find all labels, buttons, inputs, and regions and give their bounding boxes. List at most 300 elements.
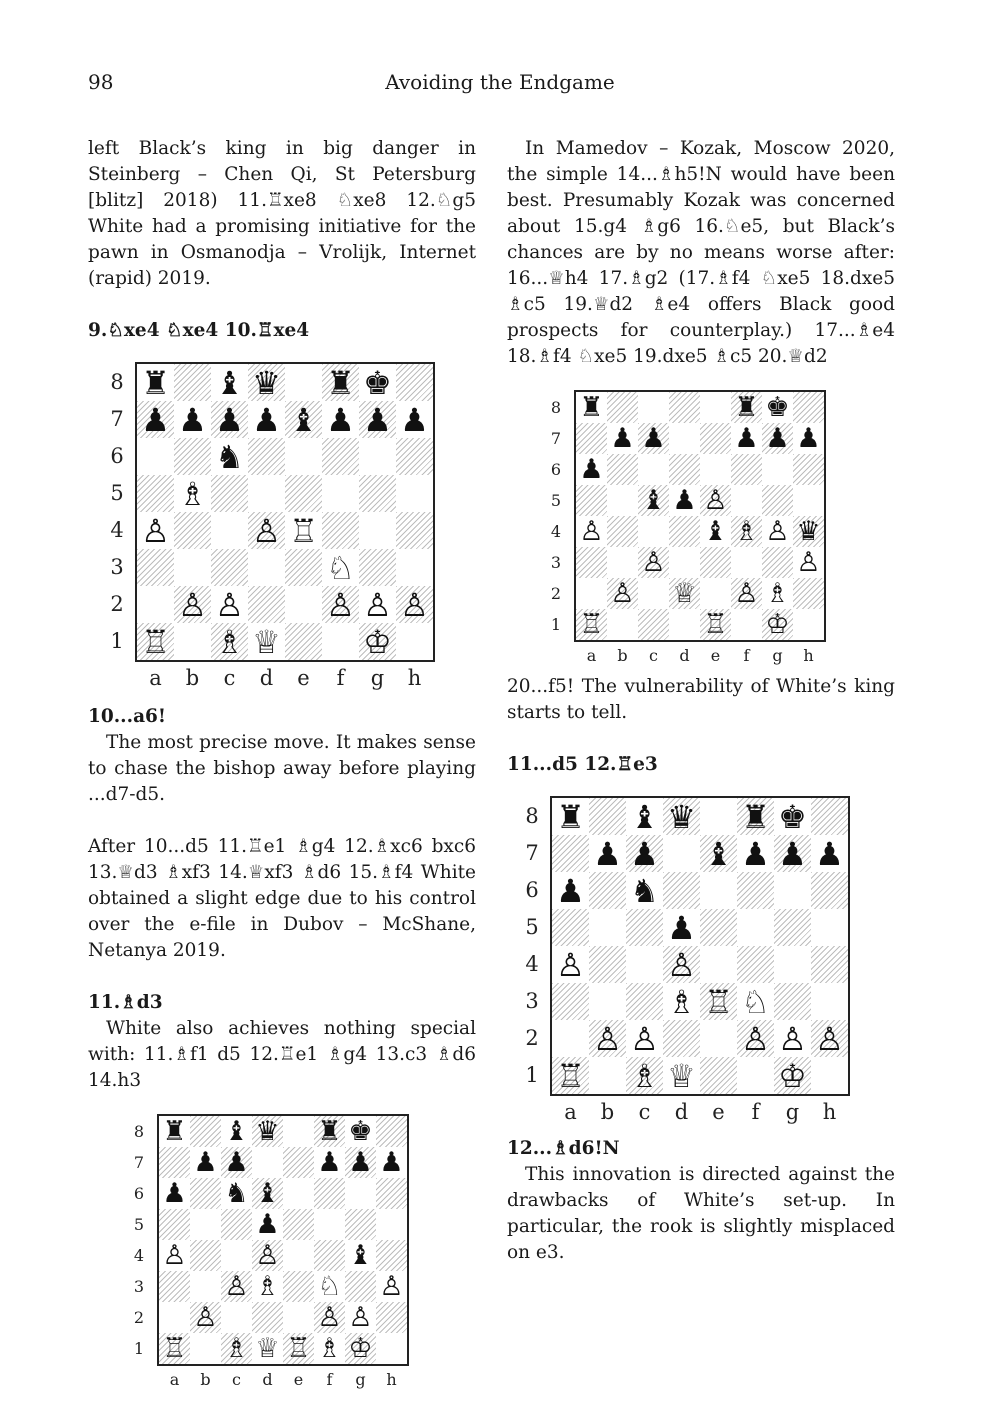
black-pawn-icon: ♟ bbox=[215, 400, 244, 439]
square bbox=[396, 475, 433, 512]
square bbox=[190, 1240, 221, 1271]
black-pawn-icon: ♟ bbox=[593, 834, 622, 873]
white-rook-icon: ♖ bbox=[162, 1333, 187, 1364]
rank-label: 7 bbox=[110, 406, 124, 431]
square bbox=[737, 946, 774, 983]
white-queen-icon: ♕ bbox=[672, 578, 697, 609]
paragraph: White also achieves nothing special with: 11.♗f1 d5 12.♖e1 ♗g4 13.c3 ♗d6 14.h3 bbox=[88, 1018, 476, 1091]
black-pawn-icon: ♟ bbox=[379, 1147, 404, 1178]
black-rook-icon: ♜ bbox=[579, 392, 604, 423]
white-pawn-icon: ♙ bbox=[556, 945, 585, 984]
white-pawn-icon: ♙ bbox=[815, 1019, 844, 1058]
black-king-icon: ♚ bbox=[778, 797, 807, 836]
square bbox=[576, 485, 607, 516]
square bbox=[211, 549, 248, 586]
rank-label: 7 bbox=[525, 840, 539, 865]
white-bishop-icon: ♗ bbox=[765, 578, 790, 609]
black-queen-icon: ♛ bbox=[252, 363, 281, 402]
square bbox=[159, 1209, 190, 1240]
square bbox=[159, 1302, 190, 1333]
black-bishop-icon: ♝ bbox=[704, 834, 733, 873]
rank-label: 1 bbox=[133, 1338, 145, 1358]
black-pawn-icon: ♟ bbox=[630, 834, 659, 873]
square bbox=[314, 1178, 345, 1209]
square bbox=[376, 1333, 407, 1364]
square bbox=[159, 1271, 190, 1302]
square bbox=[285, 438, 322, 475]
black-pawn-icon: ♟ bbox=[796, 423, 821, 454]
square bbox=[359, 549, 396, 586]
file-label: a bbox=[149, 666, 162, 690]
black-pawn-icon: ♟ bbox=[193, 1147, 218, 1178]
black-pawn-icon: ♟ bbox=[255, 1209, 280, 1240]
rank-label: 4 bbox=[110, 517, 124, 542]
white-pawn-icon: ♙ bbox=[703, 485, 728, 516]
square bbox=[190, 1178, 221, 1209]
white-rook-icon: ♖ bbox=[289, 511, 318, 550]
black-rook-icon: ♜ bbox=[734, 392, 759, 423]
white-pawn-icon: ♙ bbox=[734, 578, 759, 609]
square bbox=[731, 547, 762, 578]
square bbox=[190, 1116, 221, 1147]
file-label: d bbox=[679, 646, 690, 665]
square bbox=[811, 946, 848, 983]
square bbox=[737, 909, 774, 946]
rank-label: 6 bbox=[110, 443, 124, 468]
black-rook-icon: ♜ bbox=[326, 363, 355, 402]
black-pawn-icon: ♟ bbox=[641, 423, 666, 454]
black-knight-icon: ♞ bbox=[630, 871, 659, 910]
square bbox=[221, 1240, 252, 1271]
file-label: g bbox=[785, 1100, 800, 1124]
black-pawn-icon: ♟ bbox=[610, 423, 635, 454]
rank-label: 2 bbox=[550, 583, 562, 603]
black-pawn-icon: ♟ bbox=[765, 423, 790, 454]
file-label: d bbox=[262, 1370, 273, 1389]
black-pawn-icon: ♟ bbox=[672, 485, 697, 516]
square bbox=[669, 454, 700, 485]
square bbox=[283, 1240, 314, 1271]
chess-diagram-4 bbox=[507, 796, 895, 1136]
square bbox=[248, 438, 285, 475]
square bbox=[359, 512, 396, 549]
chess-diagram-2 bbox=[88, 1114, 476, 1404]
black-queen-icon: ♛ bbox=[255, 1116, 280, 1147]
chess-board bbox=[550, 796, 850, 1096]
white-pawn-icon: ♙ bbox=[765, 516, 790, 547]
square bbox=[285, 364, 322, 401]
rank-label: 4 bbox=[133, 1245, 145, 1265]
running-head: Avoiding the Endgame bbox=[385, 70, 615, 94]
white-pawn-icon: ♙ bbox=[326, 585, 355, 624]
black-pawn-icon: ♟ bbox=[556, 871, 585, 910]
white-rook-icon: ♖ bbox=[286, 1333, 311, 1364]
white-king-icon: ♔ bbox=[765, 609, 790, 640]
square bbox=[607, 485, 638, 516]
square bbox=[669, 516, 700, 547]
white-pawn-icon: ♙ bbox=[224, 1271, 249, 1302]
square bbox=[376, 1209, 407, 1240]
square bbox=[248, 549, 285, 586]
square bbox=[376, 1116, 407, 1147]
square bbox=[793, 392, 824, 423]
rank-label: 6 bbox=[550, 459, 562, 479]
white-queen-icon: ♕ bbox=[255, 1333, 280, 1364]
rank-label: 2 bbox=[525, 1025, 539, 1050]
paragraph: left Black’s king in big danger in Steinberg – Chen Qi, St Petersburg [blitz] 2018) 11.♖xe8 ♘xe8 12.♘g5 White had a promising initiative for the pawn in Osmanodja – Vrolijk, Internet (rapid) 2019. bbox=[88, 138, 476, 289]
white-pawn-icon: ♙ bbox=[630, 1019, 659, 1058]
square bbox=[774, 983, 811, 1020]
file-label: f bbox=[326, 1370, 333, 1389]
black-pawn-icon: ♟ bbox=[734, 423, 759, 454]
square bbox=[396, 364, 433, 401]
square bbox=[607, 547, 638, 578]
white-knight-icon: ♘ bbox=[741, 982, 770, 1021]
rank-label: 3 bbox=[110, 554, 124, 579]
white-knight-icon: ♘ bbox=[326, 548, 355, 587]
square bbox=[322, 512, 359, 549]
rank-label: 8 bbox=[525, 803, 539, 828]
file-label: c bbox=[638, 1100, 651, 1124]
rank-label: 1 bbox=[550, 614, 562, 634]
black-pawn-icon: ♟ bbox=[178, 400, 207, 439]
square bbox=[793, 578, 824, 609]
square bbox=[137, 549, 174, 586]
square bbox=[322, 438, 359, 475]
black-rook-icon: ♜ bbox=[556, 797, 585, 836]
black-pawn-icon: ♟ bbox=[141, 400, 170, 439]
move-heading: 12...♗d6!N bbox=[507, 1138, 620, 1159]
paragraph: The most precise move. It makes sense to chase the bishop away before playing ...d7-d5. bbox=[88, 732, 476, 805]
square bbox=[190, 1209, 221, 1240]
black-bishop-icon: ♝ bbox=[630, 797, 659, 836]
white-pawn-icon: ♙ bbox=[215, 585, 244, 624]
chess-board bbox=[135, 362, 435, 662]
square bbox=[762, 547, 793, 578]
square bbox=[137, 438, 174, 475]
square bbox=[626, 909, 663, 946]
black-pawn-icon: ♟ bbox=[224, 1147, 249, 1178]
white-rook-icon: ♖ bbox=[703, 609, 728, 640]
square bbox=[811, 1057, 848, 1094]
square bbox=[283, 1147, 314, 1178]
square bbox=[589, 946, 626, 983]
white-bishop-icon: ♗ bbox=[215, 622, 244, 661]
square bbox=[607, 516, 638, 547]
rank-label: 2 bbox=[133, 1307, 145, 1327]
square bbox=[174, 364, 211, 401]
square bbox=[700, 1020, 737, 1057]
rank-label: 8 bbox=[550, 397, 562, 417]
square bbox=[359, 438, 396, 475]
white-pawn-icon: ♙ bbox=[610, 578, 635, 609]
black-rook-icon: ♜ bbox=[141, 363, 170, 402]
rank-label: 4 bbox=[525, 951, 539, 976]
square bbox=[285, 623, 322, 660]
black-pawn-icon: ♟ bbox=[363, 400, 392, 439]
white-bishop-icon: ♗ bbox=[224, 1333, 249, 1364]
square bbox=[700, 578, 731, 609]
square bbox=[793, 485, 824, 516]
square bbox=[376, 1178, 407, 1209]
square bbox=[700, 909, 737, 946]
square bbox=[552, 835, 589, 872]
white-rook-icon: ♖ bbox=[141, 622, 170, 661]
file-label: f bbox=[751, 1100, 760, 1124]
file-label: b bbox=[600, 1100, 615, 1124]
black-pawn-icon: ♟ bbox=[348, 1147, 373, 1178]
file-label: h bbox=[822, 1100, 837, 1124]
black-bishop-icon: ♝ bbox=[289, 400, 318, 439]
square bbox=[669, 423, 700, 454]
square bbox=[589, 983, 626, 1020]
square bbox=[626, 983, 663, 1020]
white-pawn-icon: ♙ bbox=[778, 1019, 807, 1058]
rank-label: 5 bbox=[110, 480, 124, 505]
square bbox=[762, 485, 793, 516]
file-label: c bbox=[649, 646, 658, 665]
white-pawn-icon: ♙ bbox=[162, 1240, 187, 1271]
square bbox=[576, 423, 607, 454]
white-bishop-icon: ♗ bbox=[178, 474, 207, 513]
square bbox=[345, 1271, 376, 1302]
black-pawn-icon: ♟ bbox=[741, 834, 770, 873]
file-label: h bbox=[407, 666, 422, 690]
right-column bbox=[507, 136, 895, 1266]
file-label: h bbox=[386, 1370, 397, 1389]
move-heading: 11...d5 12.♖e3 bbox=[507, 754, 658, 775]
square bbox=[552, 1020, 589, 1057]
file-label: d bbox=[674, 1100, 689, 1124]
rank-label: 5 bbox=[133, 1214, 145, 1234]
white-rook-icon: ♖ bbox=[556, 1056, 585, 1095]
square bbox=[283, 1302, 314, 1333]
square bbox=[314, 1240, 345, 1271]
white-pawn-icon: ♙ bbox=[255, 1240, 280, 1271]
white-king-icon: ♔ bbox=[778, 1056, 807, 1095]
black-knight-icon: ♞ bbox=[215, 437, 244, 476]
black-pawn-icon: ♟ bbox=[579, 454, 604, 485]
square bbox=[252, 1302, 283, 1333]
white-pawn-icon: ♙ bbox=[379, 1271, 404, 1302]
square bbox=[774, 909, 811, 946]
file-label: b bbox=[185, 666, 200, 690]
white-king-icon: ♔ bbox=[363, 622, 392, 661]
square bbox=[252, 1147, 283, 1178]
square bbox=[626, 946, 663, 983]
square bbox=[159, 1147, 190, 1178]
move-heading: 9.♘xe4 ♘xe4 10.♖xe4 bbox=[88, 320, 310, 341]
chess-board bbox=[574, 390, 826, 642]
black-knight-icon: ♞ bbox=[224, 1178, 249, 1209]
square bbox=[811, 872, 848, 909]
page-number: 98 bbox=[88, 70, 114, 94]
rank-label: 7 bbox=[550, 428, 562, 448]
square bbox=[638, 392, 669, 423]
chess-diagram-3 bbox=[507, 390, 895, 674]
paragraph: After 10...d5 11.♖e1 ♗g4 12.♗xc6 bxc6 13.♕d3 ♗xf3 14.♕xf3 ♗d6 15.♗f4 White obtained a slight edge due to his control over the e-file in Dubov – McShane, Netanya 2019. bbox=[88, 836, 476, 961]
white-knight-icon: ♘ bbox=[317, 1271, 342, 1302]
square bbox=[669, 392, 700, 423]
square bbox=[731, 454, 762, 485]
square bbox=[589, 909, 626, 946]
white-queen-icon: ♕ bbox=[667, 1056, 696, 1095]
black-rook-icon: ♜ bbox=[162, 1116, 187, 1147]
white-pawn-icon: ♙ bbox=[317, 1302, 342, 1333]
white-pawn-icon: ♙ bbox=[579, 516, 604, 547]
square bbox=[663, 872, 700, 909]
file-label: c bbox=[223, 666, 236, 690]
square bbox=[663, 1020, 700, 1057]
black-king-icon: ♚ bbox=[363, 363, 392, 402]
rank-label: 3 bbox=[525, 988, 539, 1013]
square bbox=[345, 1178, 376, 1209]
black-pawn-icon: ♟ bbox=[778, 834, 807, 873]
square bbox=[607, 454, 638, 485]
white-pawn-icon: ♙ bbox=[193, 1302, 218, 1333]
black-bishop-icon: ♝ bbox=[703, 516, 728, 547]
square bbox=[376, 1302, 407, 1333]
file-label: h bbox=[803, 646, 814, 665]
black-bishop-icon: ♝ bbox=[641, 485, 666, 516]
black-queen-icon: ♛ bbox=[667, 797, 696, 836]
white-pawn-icon: ♙ bbox=[363, 585, 392, 624]
square bbox=[700, 392, 731, 423]
square bbox=[700, 423, 731, 454]
file-label: e bbox=[710, 646, 721, 665]
square bbox=[345, 1209, 376, 1240]
file-label: b bbox=[617, 646, 628, 665]
file-label: f bbox=[743, 646, 750, 665]
square bbox=[221, 1302, 252, 1333]
square bbox=[396, 438, 433, 475]
black-pawn-icon: ♟ bbox=[400, 400, 429, 439]
black-queen-icon: ♛ bbox=[796, 516, 821, 547]
square bbox=[700, 798, 737, 835]
rank-label: 3 bbox=[550, 552, 562, 572]
square bbox=[607, 609, 638, 640]
square bbox=[190, 1333, 221, 1364]
square bbox=[283, 1116, 314, 1147]
left-column bbox=[88, 136, 476, 1404]
move-heading: 10...a6! bbox=[88, 706, 167, 727]
white-bishop-icon: ♗ bbox=[255, 1271, 280, 1302]
white-pawn-icon: ♙ bbox=[667, 945, 696, 984]
white-pawn-icon: ♙ bbox=[796, 547, 821, 578]
square bbox=[638, 516, 669, 547]
square bbox=[322, 475, 359, 512]
white-bishop-icon: ♗ bbox=[667, 982, 696, 1021]
paragraph: 20...f5! The vulnerability of White’s king starts to tell. bbox=[507, 676, 895, 723]
square bbox=[552, 983, 589, 1020]
rank-label: 7 bbox=[133, 1152, 145, 1172]
black-pawn-icon: ♟ bbox=[326, 400, 355, 439]
square bbox=[174, 549, 211, 586]
square bbox=[174, 623, 211, 660]
square bbox=[774, 872, 811, 909]
square bbox=[174, 438, 211, 475]
square bbox=[283, 1271, 314, 1302]
square bbox=[396, 623, 433, 660]
black-king-icon: ♚ bbox=[348, 1116, 373, 1147]
file-label: c bbox=[232, 1370, 241, 1389]
white-rook-icon: ♖ bbox=[579, 609, 604, 640]
rank-label: 1 bbox=[525, 1062, 539, 1087]
square bbox=[811, 798, 848, 835]
file-label: g bbox=[370, 666, 385, 690]
paragraph: In Mamedov – Kozak, Moscow 2020, the simple 14...♗h5!N would have been best. Presumably Kozak was concerned about 15.g4 ♗g6 16.♘e5, but Black’s chances are by no means worse after: 16...♕h4 17.♗g2 (17.♗f4 ♘xe5 18.dxe5 ♗c5 19.♕d2 ♗e4 offers Black good prospects for counterplay.) 17...♗e4 18.♗f4 ♘xe5 19.dxe5 ♗c5 20.♕d2 bbox=[507, 138, 895, 367]
rank-label: 8 bbox=[110, 369, 124, 394]
rank-label: 8 bbox=[133, 1121, 145, 1141]
square bbox=[314, 1209, 345, 1240]
black-king-icon: ♚ bbox=[765, 392, 790, 423]
file-label: f bbox=[336, 666, 345, 690]
square bbox=[811, 983, 848, 1020]
black-pawn-icon: ♟ bbox=[317, 1147, 342, 1178]
paragraph: This innovation is directed against the drawbacks of White’s set-up. In particular, the rook is slightly misplaced on e3. bbox=[507, 1164, 895, 1263]
rank-label: 1 bbox=[110, 628, 124, 653]
square bbox=[221, 1209, 252, 1240]
white-pawn-icon: ♙ bbox=[741, 1019, 770, 1058]
file-label: b bbox=[200, 1370, 211, 1389]
square bbox=[174, 512, 211, 549]
square bbox=[190, 1271, 221, 1302]
file-label: a bbox=[586, 646, 597, 665]
square bbox=[552, 909, 589, 946]
black-bishop-icon: ♝ bbox=[215, 363, 244, 402]
square bbox=[285, 586, 322, 623]
white-queen-icon: ♕ bbox=[252, 622, 281, 661]
rank-label: 5 bbox=[550, 490, 562, 510]
square bbox=[638, 609, 669, 640]
file-label: e bbox=[297, 666, 310, 690]
white-pawn-icon: ♙ bbox=[141, 511, 170, 550]
square bbox=[700, 946, 737, 983]
square bbox=[669, 547, 700, 578]
square bbox=[396, 512, 433, 549]
square bbox=[396, 549, 433, 586]
square bbox=[589, 798, 626, 835]
white-bishop-icon: ♗ bbox=[630, 1056, 659, 1095]
square bbox=[359, 475, 396, 512]
file-label: a bbox=[169, 1370, 180, 1389]
square bbox=[285, 549, 322, 586]
square bbox=[811, 909, 848, 946]
square bbox=[638, 578, 669, 609]
square bbox=[793, 454, 824, 485]
square bbox=[248, 586, 285, 623]
black-rook-icon: ♜ bbox=[317, 1116, 342, 1147]
square bbox=[589, 1057, 626, 1094]
square bbox=[638, 454, 669, 485]
square bbox=[700, 872, 737, 909]
square bbox=[137, 475, 174, 512]
square bbox=[700, 1057, 737, 1094]
square bbox=[576, 547, 607, 578]
square bbox=[576, 578, 607, 609]
white-pawn-icon: ♙ bbox=[348, 1302, 373, 1333]
square bbox=[700, 547, 731, 578]
chess-board bbox=[157, 1114, 409, 1366]
square bbox=[137, 586, 174, 623]
square bbox=[700, 454, 731, 485]
black-rook-icon: ♜ bbox=[741, 797, 770, 836]
rank-label: 5 bbox=[525, 914, 539, 939]
rank-label: 4 bbox=[550, 521, 562, 541]
file-label: e bbox=[712, 1100, 725, 1124]
black-pawn-icon: ♟ bbox=[252, 400, 281, 439]
black-bishop-icon: ♝ bbox=[224, 1116, 249, 1147]
